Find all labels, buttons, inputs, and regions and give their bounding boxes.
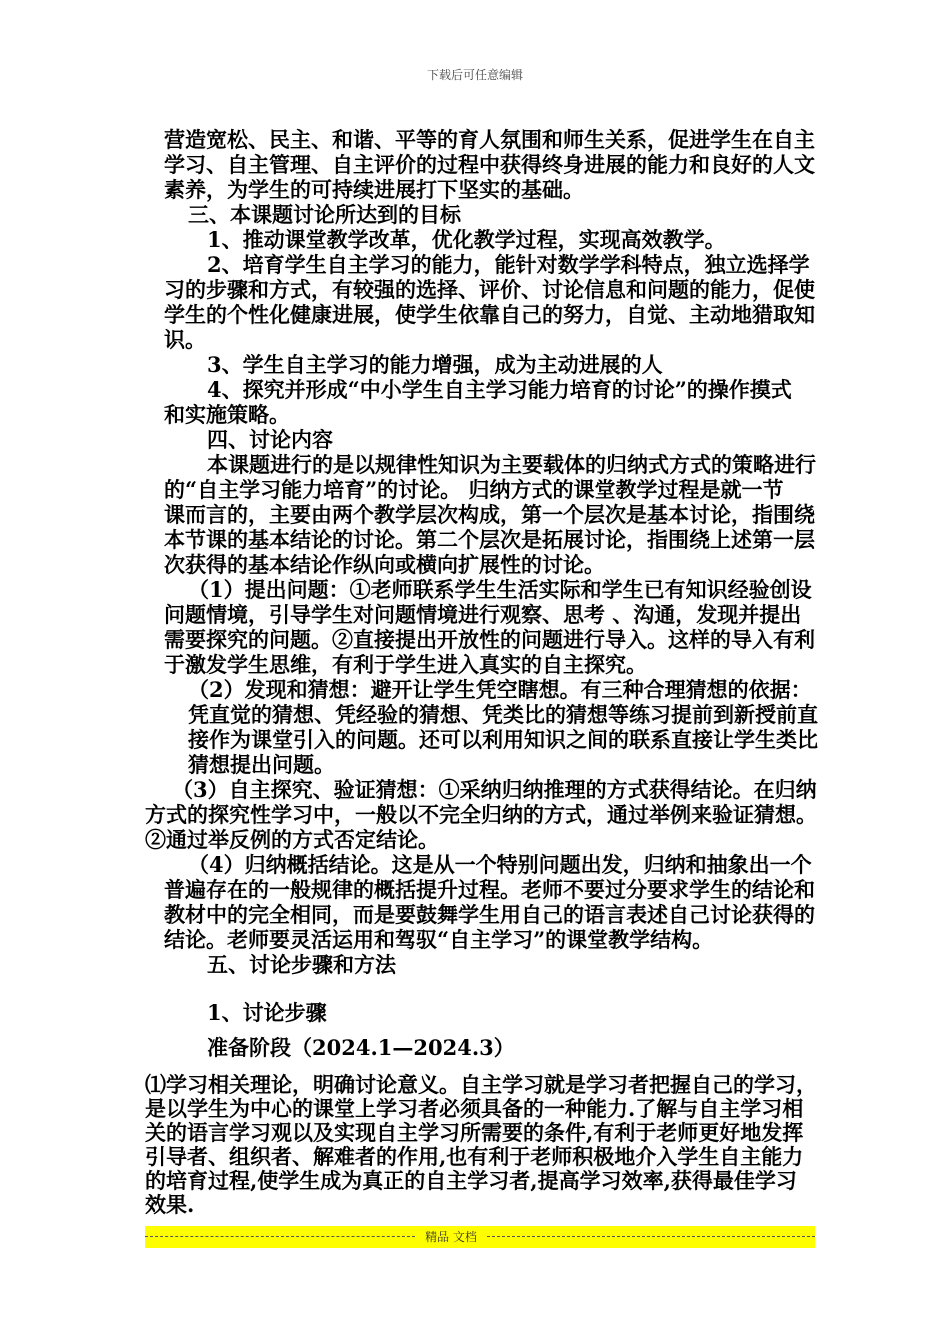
body-line: 学习、自主管理、自主评价的过程中获得终身进展的能力和良好的人文 — [164, 152, 815, 177]
body-line: 次获得的基本结论作纵向或横向扩展性的讨论。 — [164, 552, 605, 577]
body-line: （1）提出问题：①老师联系学生生活实际和学生已有知识经验创设 — [188, 577, 812, 602]
body-line: ②通过举反例的方式否定结论。 — [145, 827, 439, 852]
body-line: 营造宽松、民主、和谐、平等的育人氛围和师生关系，促进学生在自主 — [164, 127, 815, 152]
body-line: 本课题进行的是以规律性知识为主要载体的归纳式方式的策略进行 — [207, 452, 816, 477]
body-line: 1、讨论步骤 — [207, 1000, 327, 1025]
body-line: 准备阶段（2024.1—2024.3） — [207, 1035, 515, 1060]
body-line: 方式的探究性学习中，一般以不完全归纳的方式，通过举例来验证猜想。 — [145, 802, 817, 827]
body-line: 学生的个性化健康进展，使学生依靠自己的努力，自觉、主动地猎取知 — [164, 302, 815, 327]
body-line: 问题情境，引导学生对问题情境进行观察、思考 、沟通，发现并提出 — [164, 602, 802, 627]
body-line: 课而言的，主要由两个教学层次构成，第一个层次是基本讨论，指围绕 — [164, 502, 815, 527]
body-line: 关的语言学习观以及实现自主学习所需要的条件,有利于老师更好地发挥 — [145, 1120, 804, 1145]
body-line: 结论。老师要灵活运用和驾驭“自主学习”的课堂教学结构。 — [164, 927, 714, 952]
body-line: 2、培育学生自主学习的能力，能针对数学学科特点，独立选择学 — [207, 252, 810, 277]
body-line: 和实施策略。 — [164, 402, 290, 427]
body-line: 习的步骤和方式，有较强的选择、评价、讨论信息和问题的能力，促使 — [164, 277, 815, 302]
section-heading: 五、讨论步骤和方法 — [207, 952, 396, 977]
body-line: 普遍存在的一般规律的概括提升过程。老师不要过分要求学生的结论和 — [164, 877, 815, 902]
body-line: 于激发学生思维，有利于学生进入真实的自主探究。 — [164, 652, 647, 677]
body-line: 素养，为学生的可持续进展打下坚实的基础。 — [164, 177, 584, 202]
body-line: 接作为课堂引入的问题。还可以利用知识之间的联系直接让学生类比 — [188, 727, 818, 752]
body-line: ⑴学习相关理论，明确讨论意义。自主学习就是学习者把握自己的学习， — [145, 1072, 817, 1097]
body-line: 需要探究的问题。②直接提出开放性的问题进行导入。这样的导入有利 — [164, 627, 815, 652]
body-line: 猜想提出问题。 — [188, 752, 335, 777]
section-heading: 四、讨论内容 — [207, 427, 333, 452]
body-line: 教材中的完全相同，而是要鼓舞学生用自己的语言表述自己讨论获得的 — [164, 902, 815, 927]
body-line: 效果. — [145, 1192, 195, 1217]
body-line: （2）发现和猜想：避开让学生凭空瞎想。有三种合理猜想的依据： — [188, 677, 812, 702]
body-line: 3、学生自主学习的能力增强，成为主动进展的人 — [207, 352, 663, 377]
body-line: 凭直觉的猜想、凭经验的猜想、凭类比的猜想等练习提前到新授前直 — [188, 702, 818, 727]
footer-label: 精品 文档 — [425, 1230, 477, 1244]
section-heading: 三、本课题讨论所达到的目标 — [188, 202, 461, 227]
body-line: 是以学生为中心的课堂上学习者必须具备的一种能力.了解与自主学习相 — [145, 1096, 804, 1121]
body-line: 识。 — [164, 327, 206, 352]
body-line: 引导者、组织者、解难者的作用,也有利于老师积极地介入学生自主能力 — [145, 1144, 804, 1169]
body-line: （4）归纳概括结论。这是从一个特别问题出发，归纳和抽象出一个 — [188, 852, 812, 877]
page-header: 下载后可任意编辑 — [426, 68, 523, 82]
footer-divider-right — [487, 1236, 815, 1237]
body-line: （3）自主探究、验证猜想：①采纳归纳推理的方式获得结论。在归纳 — [172, 777, 817, 802]
body-line: 1、推动课堂教学改革，优化教学过程，实现高效教学。 — [207, 227, 726, 252]
footer-divider-left — [145, 1236, 415, 1237]
page-footer — [145, 1226, 815, 1248]
body-line: 的培育过程,使学生成为真正的自主学习者,提高学习效率,获得最佳学习 — [145, 1168, 797, 1193]
body-line: 4、探究并形成“中小学生自主学习能力培育的讨论”的操作摸式 — [207, 377, 792, 402]
body-line: 的“自主学习能力培育”的讨论。 归纳方式的课堂教学过程是就一节 — [164, 477, 784, 502]
body-line: 本节课的基本结论的讨论。第二个层次是拓展讨论，指围绕上述第一层 — [164, 527, 815, 552]
